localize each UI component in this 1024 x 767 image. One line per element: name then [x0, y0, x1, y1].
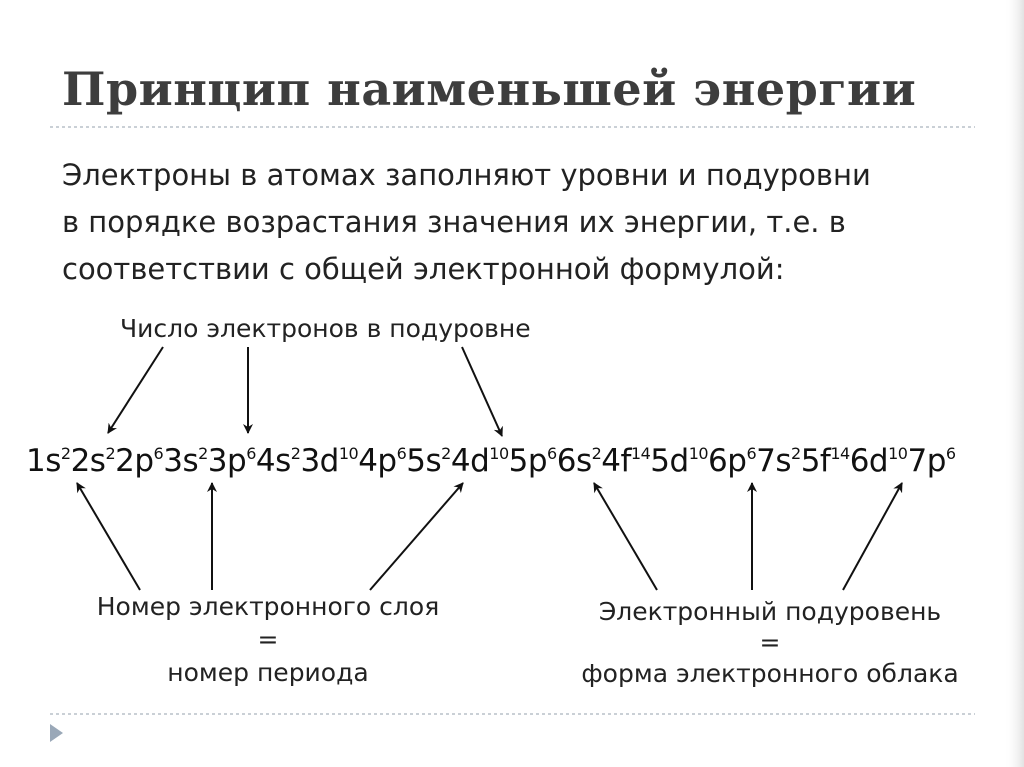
formula-term-base: 5p	[508, 443, 548, 479]
formula-term-base: 5f	[800, 443, 831, 479]
formula-term-base: 2s	[70, 443, 106, 479]
formula-term-exponent: 10	[688, 444, 709, 463]
formula-term-base: 6s	[556, 443, 592, 479]
formula-term-exponent: 6	[246, 444, 256, 463]
formula-term-exponent: 14	[630, 444, 651, 463]
formula-term	[509, 443, 557, 479]
formula-term	[115, 443, 163, 479]
formula-term-base: 3d	[300, 443, 339, 479]
formula-term-base: 3p	[207, 443, 247, 479]
right-edge-shadow	[1004, 0, 1024, 767]
label-sublevel-line3: форма электронного облака	[581, 659, 959, 688]
formula-term-base: 2p	[115, 443, 154, 479]
triangle-right-icon[interactable]	[50, 724, 63, 742]
label-shell-number	[68, 592, 468, 687]
formula-term-exponent: 6	[746, 444, 757, 463]
arrow-right-3	[843, 483, 902, 590]
formula-term-exponent: 2	[105, 444, 116, 463]
formula-term-exponent: 10	[338, 444, 359, 463]
label-shell-line1: Номер электронного слоя	[96, 592, 440, 621]
formula-term-base: 7s	[756, 443, 792, 479]
formula-term	[406, 443, 451, 479]
formula-term	[256, 443, 301, 479]
formula-term-exponent: 10	[489, 444, 509, 463]
formula-term-base: 4f	[601, 443, 631, 479]
label-shell-line2: =	[257, 625, 279, 654]
body-line-2: в порядке возрастания значения их энергии, т.е. в	[62, 205, 846, 239]
formula-term	[358, 443, 406, 479]
body-line-3: соответствии с общей электронной формулой:	[62, 252, 785, 286]
formula-term-base: 7p	[907, 443, 946, 479]
formula-term	[756, 443, 801, 479]
formula-term	[708, 443, 756, 479]
label-sublevel-line2: =	[759, 628, 781, 657]
formula-term-exponent: 2	[791, 444, 801, 463]
formula-term-base: 5d	[650, 443, 689, 479]
formula-term-base: 4p	[358, 443, 397, 479]
arrow-right-1	[594, 483, 657, 590]
label-shell-line3: номер периода	[167, 658, 369, 687]
formula-term	[850, 443, 908, 479]
formula-term-exponent: 2	[198, 444, 208, 463]
formula-term	[650, 443, 708, 479]
formula-term	[26, 443, 71, 479]
electron-formula	[26, 443, 956, 479]
formula-term	[601, 443, 650, 479]
formula-term	[300, 443, 358, 479]
arrow-top-1	[108, 347, 163, 433]
formula-term-base: 6p	[708, 443, 747, 479]
formula-term	[71, 443, 116, 479]
formula-term-exponent: 2	[60, 444, 71, 463]
formula-term-exponent: 14	[830, 444, 850, 463]
formula-term-exponent: 2	[591, 444, 602, 463]
formula-term-base: 6d	[849, 443, 889, 479]
formula-term-exponent: 10	[888, 444, 908, 463]
formula-term	[557, 443, 602, 479]
formula-term-base: 1s	[26, 443, 61, 479]
formula-term-exponent: 2	[441, 444, 451, 463]
formula-term-exponent: 6	[945, 444, 956, 463]
formula-term-exponent: 6	[153, 444, 164, 463]
slide-title: Принцип наименьшей энергии	[62, 62, 917, 116]
formula-term-base: 4d	[450, 443, 490, 479]
formula-term	[208, 443, 256, 479]
formula-term-base: 4s	[255, 443, 291, 479]
formula-term-exponent: 2	[290, 444, 301, 463]
formula-term	[801, 443, 850, 479]
label-sublevel-line1: Электронный подуровень	[598, 597, 942, 626]
formula-term-exponent: 6	[547, 444, 557, 463]
formula-term	[451, 443, 509, 479]
arrow-left-3	[370, 483, 463, 590]
formula-term	[163, 443, 208, 479]
arrow-top-3	[462, 347, 502, 436]
body-line-1: Электроны в атомах заполняют уровни и подуровни	[62, 158, 871, 192]
formula-term-base: 5s	[406, 443, 442, 479]
formula-term-base: 3s	[163, 443, 199, 479]
label-electron-count: Число электронов в подуровне	[120, 314, 531, 343]
formula-term-exponent: 6	[396, 444, 407, 463]
label-sublevel	[560, 597, 980, 688]
arrow-left-1	[77, 483, 140, 590]
formula-term	[907, 443, 955, 479]
slide-body	[62, 152, 982, 293]
